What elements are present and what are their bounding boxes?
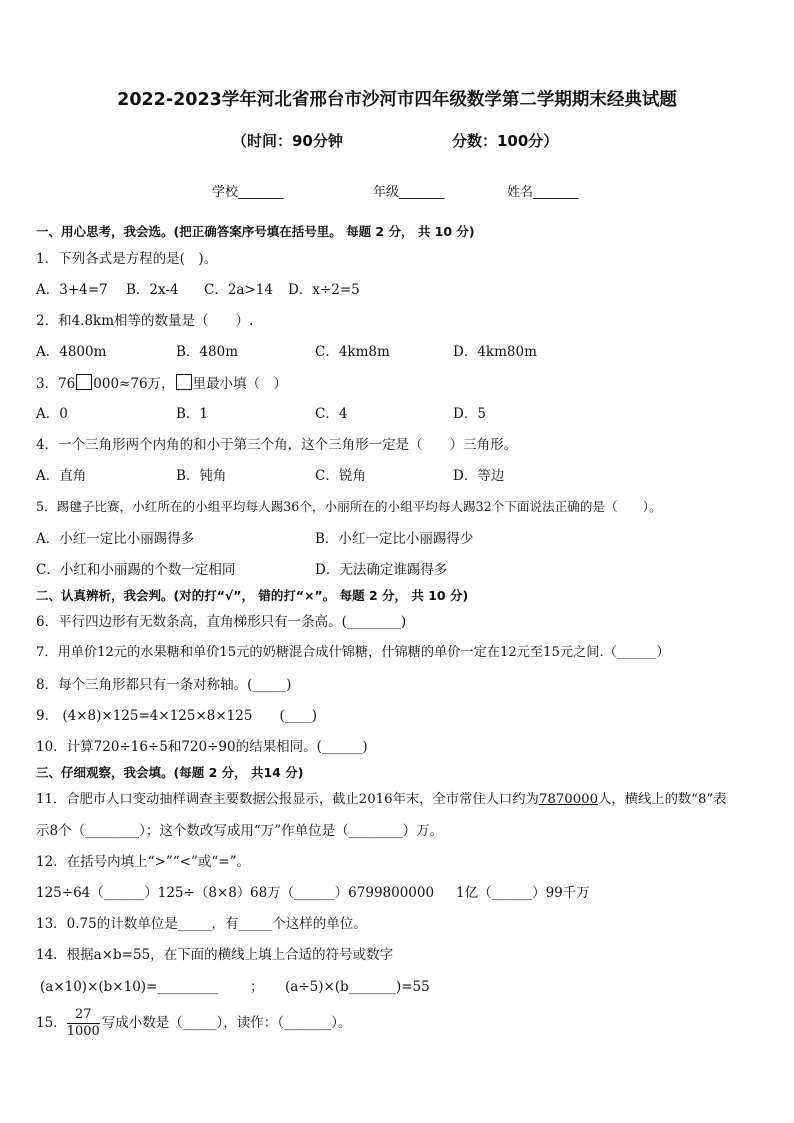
question-2: 2．和4.8km相等的数量是（ ）. — [36, 313, 254, 329]
q3-text-mid: 000≈76万， — [93, 376, 175, 392]
question-6: 6．平行四边形有无数条高，直角梯形只有一条高。(________) — [36, 614, 407, 630]
question-9: 9． (4×8)×125=4×125×8×125 (____) — [36, 708, 317, 724]
q5-option-a: A．小红一定比小丽踢得多 — [36, 531, 195, 547]
school-field: 学校_______ — [212, 185, 284, 200]
fraction-denominator: 1000 — [66, 1024, 100, 1039]
question-4: 4．一个三角形两个内角的和小于第三个角，这个三角形一定是（ ）三角形。 — [36, 437, 518, 453]
q3-option-b: B．1 — [176, 406, 209, 422]
q14-separator: ； — [250, 979, 264, 995]
q15-number: 15． — [36, 1015, 67, 1031]
blank-box-icon — [176, 374, 192, 390]
exam-score: 分数：100分） — [452, 132, 559, 150]
q2-option-d: D．4km80m — [453, 344, 537, 360]
fraction — [67, 1007, 100, 1040]
q4-option-d: D．等边 — [453, 468, 505, 484]
q4-option-a: A．直角 — [36, 468, 87, 484]
q11-underlined-number: 7870000 — [538, 792, 599, 807]
question-10: 10．计算720÷16÷5和720÷90的结果相同。(______) — [36, 739, 368, 755]
q14-expr-b: (a÷5)×(b_______)=55 — [285, 979, 430, 995]
q1-option-c: C．2a>14 — [204, 282, 273, 298]
fraction-numerator: 27 — [67, 1007, 100, 1024]
blank-box-icon — [76, 374, 92, 390]
section-1-heading: 一、用心思考，我会选。(把正确答案序号填在括号里。 每题 2 分， 共 10 分) — [36, 224, 475, 239]
q4-option-c: C．锐角 — [315, 468, 366, 484]
q3-text-start: 3．76 — [36, 376, 76, 392]
q12-item-3: 1亿（______）99千万 — [456, 885, 590, 901]
question-12: 12．在括号内填上“>”“<”或“=”。 — [36, 854, 251, 870]
q3-option-a: A．0 — [36, 406, 68, 422]
q3-option-c: C．4 — [315, 406, 348, 422]
q11-text-end: 人，横线上的数“8”表 — [598, 792, 727, 807]
q14-expr-a: (a×10)×(b×10)=_________ — [40, 979, 219, 995]
q3-text-end: 里最小填（ ） — [192, 376, 288, 392]
q2-option-b: B．480m — [176, 344, 238, 360]
q1-option-b: B．2x-4 — [126, 282, 179, 298]
q3-option-d: D．5 — [453, 406, 486, 422]
q1-option-d: D．x÷2=5 — [288, 282, 360, 298]
section-3-heading: 三、仔细观察，我会填。(每题 2 分， 共14 分) — [36, 765, 304, 780]
question-3 — [36, 374, 287, 393]
question-13: 13．0.75的计数单位是_____，有_____个这样的单位。 — [36, 916, 367, 932]
question-7: 7．用单价12元的水果糖和单价15元的奶糖混合成什锦糖，什锦糖的单价一定在12元至15元之间.（______） — [36, 645, 670, 660]
section-2-heading: 二、认真辨析，我会判。(对的打“√”， 错的打“×”。 每题 2 分， 共 10 分) — [36, 588, 469, 603]
q12-item-2: 68万（______）6799800000 — [250, 885, 435, 901]
q2-option-a: A．4800m — [36, 344, 107, 360]
q2-option-c: C．4km8m — [315, 344, 390, 360]
question-8: 8．每个三角形都只有一条对称轴。(_____) — [36, 677, 292, 693]
question-15 — [36, 1006, 352, 1040]
q4-option-b: B．钝角 — [176, 468, 227, 484]
name-field: 姓名_______ — [507, 185, 579, 200]
question-14: 14．根据a×b=55，在下面的横线上填上合适的符号或数字 — [36, 947, 394, 963]
q12-item-1: 125÷64（______）125÷（8×8） — [36, 885, 251, 901]
q5-option-d: D．无法确定谁踢得多 — [315, 562, 448, 578]
question-11 — [36, 791, 727, 809]
question-11-cont: 示8个（________）；这个数改写成用“万”作单位是（________）万。 — [36, 823, 444, 839]
q1-option-a: A．3+4=7 — [36, 282, 108, 298]
page-title: 2022-2023学年河北省邢台市沙河市四年级数学第二学期期末经典试题 — [117, 90, 677, 110]
grade-field: 年级_______ — [373, 185, 445, 200]
q11-text-start: 11．合肥市人口变动抽样调查主要数据公报显示，截止2016年末，全市常住人口约为 — [36, 792, 539, 807]
q5-option-c: C．小红和小丽踢的个数一定相同 — [36, 562, 236, 578]
exam-time: （时间：90分钟 — [232, 132, 343, 150]
question-5: 5．踢毽子比赛，小红所在的小组平均每人踢36个，小丽所在的小组平均每人踢32个下面说法正确的是（ ）。 — [36, 499, 662, 514]
question-1: 1．下列各式是方程的是( )。 — [36, 251, 218, 267]
q15-text: 写成小数是（_____），读作：（_______）。 — [101, 1015, 352, 1031]
q5-option-b: B．小红一定比小丽踢得少 — [315, 531, 474, 547]
